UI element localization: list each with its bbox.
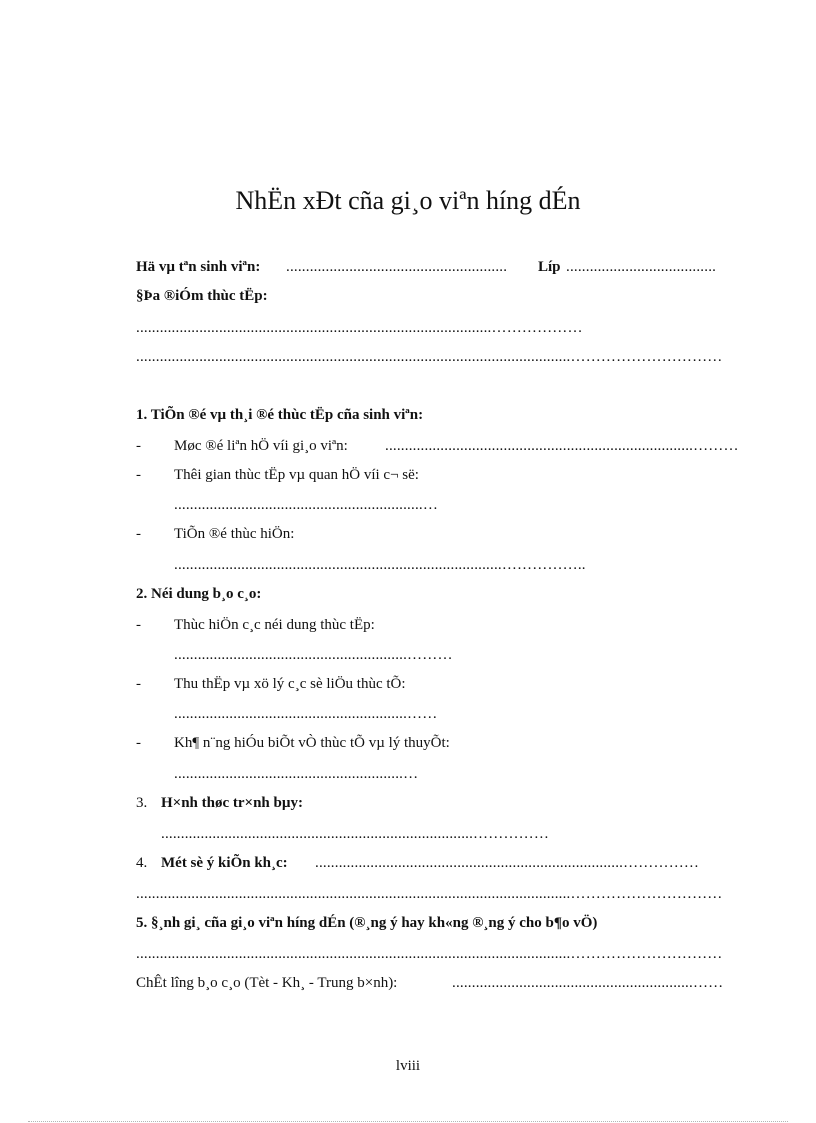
progress-value: ...................................................................................…………….. <box>174 557 586 573</box>
internship-time-label: Thêi gian thùc tËp vµ quan hÖ víi c¬ së: <box>174 467 419 483</box>
page-bottom-divider <box>28 1121 788 1122</box>
section-2-heading: 2. Néi dung b¸o c¸o: <box>136 586 262 602</box>
understanding-label: Kh¶ n¨ng hiÓu biÕt vÒ thùc tÕ vµ lý thuyÕt: <box>174 735 450 751</box>
section-5-value: ..............................................................................................................………………………… <box>136 946 723 962</box>
section-4-value-line-2: ..............................................................................................................………………………… <box>136 886 723 902</box>
section-1-heading: 1. TiÕn ®é vµ th¸i ®é thùc tËp cña sinh viªn: <box>136 407 424 423</box>
understanding-value: ..........................................................… <box>174 766 419 782</box>
class-value: ...................................... <box>566 259 717 275</box>
section-4-value-line-1: ..............................................................................…………… <box>315 855 700 871</box>
section-3-heading: H×nh thøc tr×nh bµy: <box>161 795 304 811</box>
teacher-contact-value: ..............................................................................……… <box>385 438 739 454</box>
page-number: lviii <box>395 1058 421 1074</box>
bullet-dash: - <box>136 467 141 483</box>
internship-place-line-1: ..........................................................................................……………… <box>136 320 583 336</box>
section-5-heading: 5. §¸nh gi¸ cña gi¸o viªn híng dÉn (®¸ng ý hay kh«ng ®¸ng ý cho b¶o vÖ) <box>136 915 598 931</box>
page-title: NhËn xÐt cña gi¸o viªn híng dÉn <box>235 186 581 215</box>
student-name-label: Hä vµ tªn sinh viªn: <box>136 259 261 275</box>
content-implementation-label: Thùc hiÖn c¸c néi dung thùc tËp: <box>174 617 375 633</box>
class-label: Líp <box>538 259 561 275</box>
progress-label: TiÕn ®é thùc hiÖn: <box>174 526 295 542</box>
report-quality-label: ChÊt lîng b¸o c¸o (Tèt - Kh¸ - Trung b×nh): <box>136 975 398 991</box>
section-3-number: 3. <box>136 795 148 811</box>
bullet-dash: - <box>136 735 141 751</box>
bullet-dash: - <box>136 676 141 692</box>
teacher-contact-label: Møc ®é liªn hÖ víi gi¸o viªn: <box>174 438 348 454</box>
section-4-number: 4. <box>136 855 148 871</box>
data-processing-value: ...........................................................…… <box>174 706 438 722</box>
section-3-value: ...............................................................................…………… <box>161 826 550 842</box>
content-implementation-value: ...........................................................……… <box>174 647 453 663</box>
internship-time-value: ...............................................................… <box>174 497 439 513</box>
internship-place-label: §Þa ®iÓm thùc tËp: <box>136 288 268 304</box>
bullet-dash: - <box>136 526 141 542</box>
student-name-value: ........................................................ <box>286 259 508 275</box>
internship-place-line-2: ..............................................................................................................………………………… <box>136 349 723 365</box>
report-quality-value: .............................................................…… <box>452 975 724 991</box>
bullet-dash: - <box>136 617 141 633</box>
section-4-heading: Mét sè ý kiÕn kh¸c: <box>161 855 288 871</box>
data-processing-label: Thu thËp vµ xö lý c¸c sè liÖu thùc tÕ: <box>174 676 406 692</box>
bullet-dash: - <box>136 438 141 454</box>
